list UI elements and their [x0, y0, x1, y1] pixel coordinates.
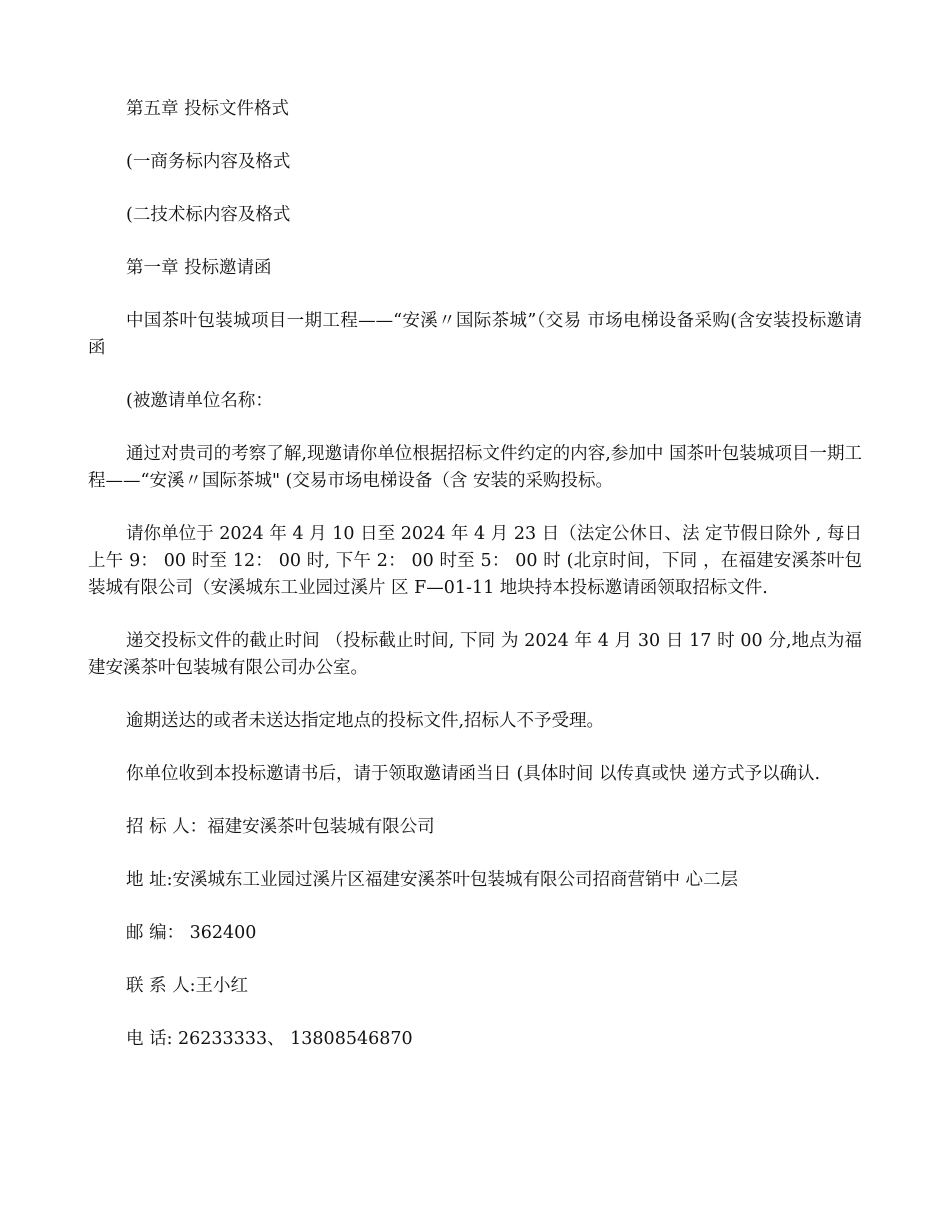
submission-deadline-paragraph: 递交投标文件的截止时间 （投标截止时间, 下同 为 2024 年 4 月 30 日 17 时 00 分,地点为福建安溪茶叶包装城有限公司办公室。	[88, 631, 862, 678]
late-submission-paragraph: 逾期送达的或者未送达指定地点的投标文件,招标人不予受理。	[126, 711, 605, 731]
invitee-name-line: (被邀请单位名称：	[126, 391, 273, 411]
phone-line: 电 话: 26233333、 13808546870	[126, 1029, 413, 1049]
chapter-one-heading: 第一章 投标邀请函	[126, 258, 272, 278]
confirmation-paragraph: 你单位收到本投标邀请书后，请于领取邀请函当日 (具体时间 以传真或快 递方式予以确认.	[126, 764, 821, 784]
technical-section-heading: (二技术标内容及格式	[126, 205, 291, 225]
invitation-intro-paragraph: 通过对贵司的考察了解,现邀请你单位根据招标文件约定的内容,参加中 国茶叶包装城项目一期工程——“安溪〃国际茶城" (交易市场电梯设备（含 安装的采购投标。	[88, 444, 862, 491]
tenderer-line: 招 标 人：福建安溪茶叶包装城有限公司	[126, 817, 435, 837]
postcode-line: 邮 编： 362400	[126, 923, 257, 943]
address-line: 地 址:安溪城东工业园过溪片区福建安溪茶叶包装城有限公司招商营销中 心二层	[126, 870, 739, 890]
document-collection-paragraph: 请你单位于 2024 年 4 月 10 日至 2024 年 4 月 23 日（法定公休日、法 定节假日除外 , 每日上午 9： 00 时至 12： 00 时, 下午 2： 00 时至 5： 00 时 (北京时间，下同 ，在福建安溪茶叶包装城有限公司（安溪城东工业园过溪片 区 F—01-11 地块持本投标邀请函领取招标文件.	[88, 524, 862, 598]
chapter-five-heading: 第五章 投标文件格式	[126, 99, 290, 119]
contact-person-line: 联 系 人:王小红	[126, 976, 249, 996]
invitation-title: 中国茶叶包装城项目一期工程——“安溪〃国际茶城”（交易 市场电梯设备采购(含安装投标邀请函	[88, 311, 862, 358]
business-section-heading: (一商务标内容及格式	[126, 152, 291, 172]
